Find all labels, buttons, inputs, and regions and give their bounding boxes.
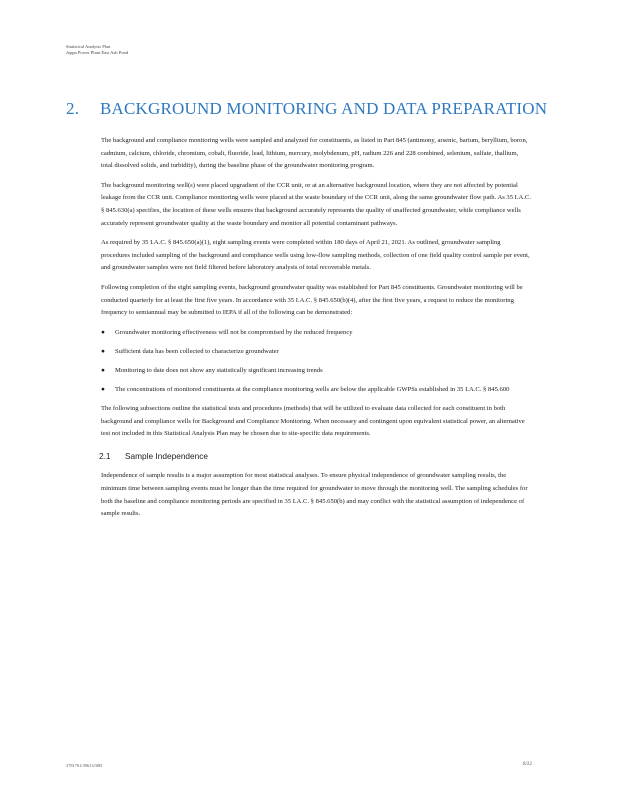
bullet-item [101,365,531,378]
bullet-item [101,346,531,359]
running-header [66,44,128,56]
subsection-heading [99,450,531,463]
subsection-title: Sample Independence [125,450,209,461]
paragraph-2: The background monitoring well(s) were placed upgradient of the CCR unit, or at an alternative background location, where they are not affected by potential leakage from the CCR unit. Compliance monitoring wells were placed at the waste boundary of the CCR unit, along the same groundwater flow path. As 35 I.A.C. § 845.630(a) specifies, the location of these wells ensures that background accurately represents the quality of unaffected groundwater, while compliance wells accurately represent groundwater quality at the waste boundary and monitor all potential contaminant pathways. [101,181,531,227]
subsection-paragraph: Independence of sample results is a major assumption for most statistical analyses. To ensure physical independence of groundwater sampling results, the minimum time between sampling events must be longer than the time required for groundwater to move through the monitoring well. The sampling schedules for both the baseline and compliance monitoring periods are specified in 35 I.A.C. § 845.650(b) and may conflict with the statistical assumption of independence of sample results. [101,472,528,518]
paragraph-1: The background and compliance monitoring wells were sampled and analyzed for constituents, as listed in Part 845 (antimony, arsenic, barium, beryllium, boron, cadmium, calcium, chloride, chromium, cobalt, fluoride, lead, lithium, mercury, molybdenum, pH, radium 226 and 228 combined, selenium, sulfate, thallium, total dissolved solids, and turbidity), during the baseline phase of the groundwater monitoring program. [101,137,528,170]
footer-document-id: 3781761/39613/30D [66,763,103,768]
bullet-dot-icon: ● [101,386,105,393]
bullet-dot-icon: ● [101,347,105,355]
bullet-list [101,327,531,397]
paragraph-5: The following subsections outline the statistical tests and procedures (methods) that will be utilized to evaluate data collected for each constituent in both background and compliance wells for Background and Compliance Monitoring. When necessary and contingent upon equivalent statistical power, an alternative test not included in this Statistical Analysis Plan may be chosen due to site-specific data requirements. [101,405,525,438]
paragraph-4: Following completion of the eight sampling events, background groundwater quality was established for Part 845 constituents. Groundwater monitoring will be conducted quarterly for at least the first five years. In accordance with 35 I.A.C. § 845.650(b)(4), after the first five years, a request to reduce the monitoring frequency to semiannual may be submitted to IEPA if all of the following can be demonstrated: [101,283,523,317]
bullet-text: The concentrations of monitored constituents at the compliance monitoring wells are below the applicable GWPSs established in 35 I.A.C. § 845.600 [115,386,510,393]
subsection-number: 2.1 [99,450,111,461]
bullet-text: Groundwater monitoring effectiveness will not be compromised by the reduced frequency [115,328,353,336]
paragraph-3: As required by 35 I.A.C. § 845.650(a)(1), eight sampling events were completed within 180 days of April 21, 2021. As outlined, groundwater sampling procedures included sampling of the background and compliance wells using low-flow sampling methods, collection of one field quality control sample per event, and groundwater samples were not field filtered before laboratory analysis of total recoverable metals. [101,239,530,272]
bullet-text: Monitoring to date does not show any statistically significant increasing trends [115,366,323,374]
bullet-item [101,384,531,397]
bullet-text: Sufficient data has been collected to characterize groundwater [115,347,279,355]
bullet-item [101,327,531,340]
footer-page-number: 8/22 [523,762,532,767]
header-line-1: Statistical Analysis Plan [66,44,111,49]
section-heading [66,99,546,119]
header-line-2: Joppa Power Plant East Ash Pond [66,50,129,55]
bullet-dot-icon: ● [101,366,105,374]
section-number: 2. [66,99,80,118]
bullet-dot-icon: ● [101,328,105,336]
body-text [101,135,531,528]
section-title: BACKGROUND MONITORING AND DATA PREPARATION [100,99,548,118]
